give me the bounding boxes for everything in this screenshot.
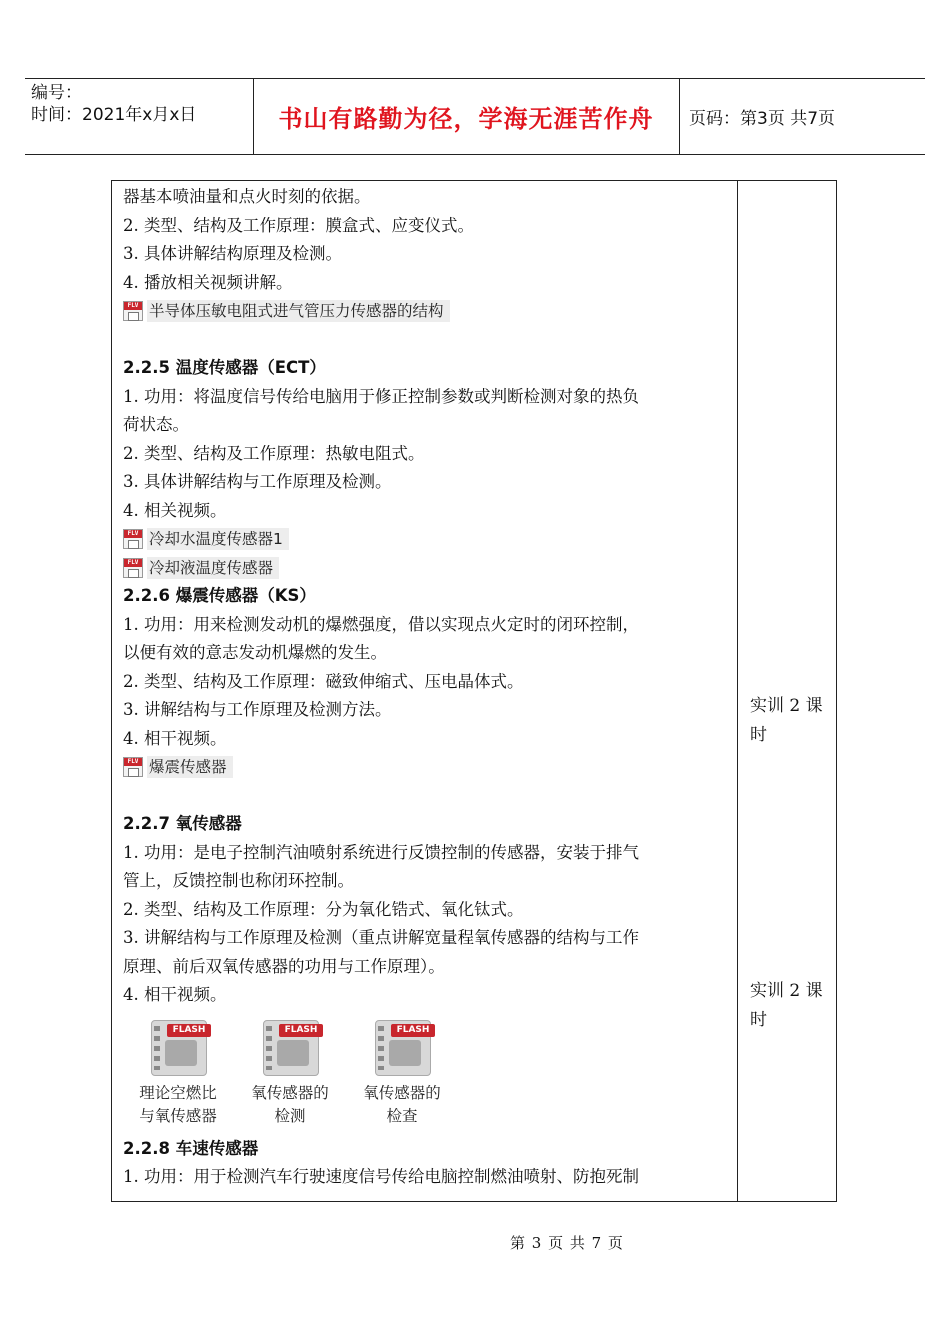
text-line: 2. 类型、结构及工作原理：分为氧化锆式、氧化钛式。 [123,899,524,919]
text-line: 1. 功用：用来检测发动机的爆燃强度，借以实现点火定时的闭环控制， [123,614,639,634]
flash-attachment[interactable] [133,1010,223,1135]
side-note: 实训 2 课 时 [750,696,823,745]
text-line: 3. 讲解结构与工作原理及检测（重点讲解宽量程氧传感器的结构与工作 [123,928,639,947]
flash-file-icon: FLASH [147,1016,209,1078]
flash-attachment-label: 理论空燃比 与氧传感器 [139,1083,217,1125]
text-line: 1. 功用：是电子控制汽油喷射系统进行反馈控制的传感器，安装于排气 [123,842,639,862]
section-heading: 2.2.7 氧传感器 [123,814,242,833]
flash-attachments [133,1010,731,1135]
section-heading: 2.2.8 车速传感器 [123,1138,259,1158]
page-header [25,78,925,156]
text-line: 荷状态。 [123,415,189,434]
header-page-info: 页码：第3页 共7页 [689,109,836,129]
text-line: 2. 类型、结构及工作原理：膜盒式、应变仪式。 [123,215,474,235]
video-attachment-label: 爆震传感器 [147,756,233,778]
text-line: 4. 相关视频。 [123,500,227,520]
flv-file-icon: FLV [123,757,143,777]
flv-file-icon: FLV [123,558,143,578]
text-line: 3. 讲解结构与工作原理及检测方法。 [123,700,392,719]
text-line: 3. 具体讲解结构原理及检测。 [123,244,342,263]
text-line: 4. 播放相关视频讲解。 [123,272,293,292]
flv-file-icon: FLV [123,301,143,321]
text-line: 2. 类型、结构及工作原理：磁致伸缩式、压电晶体式。 [123,671,524,691]
header-divider [679,78,680,155]
section-heading: 2.2.6 爆震传感器（KS） [123,586,316,605]
text-line: 原理、前后双氧传感器的功用与工作原理）。 [123,956,445,976]
side-note: 实训 2 课 时 [750,981,823,1030]
flash-attachment[interactable] [245,1010,335,1135]
video-attachment-label: 冷却水温度传感器1 [147,528,289,550]
header-motto: 书山有路勤为径，学海无涯苦作舟 [278,105,654,133]
flash-file-icon: FLASH [371,1016,433,1078]
video-attachment[interactable] [123,753,731,782]
document-number: 编号： [31,83,82,103]
lesson-content [123,183,731,1192]
document-time: 时间：2021年x月x日 [31,105,197,125]
video-attachment-label: 冷却液温度传感器 [147,557,279,579]
table-column-divider [737,180,738,1202]
video-attachment[interactable] [123,525,731,554]
text-line: 3. 具体讲解结构与工作原理及检测。 [123,472,392,491]
header-meta [31,82,196,126]
text-line: 1. 功用：用于检测汽车行驶速度信号传给电脑控制燃油喷射、防抱死制 [123,1167,639,1186]
video-attachment[interactable] [123,297,731,326]
video-attachment[interactable] [123,554,731,583]
flash-attachment-label: 氧传感器的 检测 [251,1083,329,1125]
section-heading: 2.2.5 温度传感器（ECT） [123,358,326,377]
text-line: 1. 功用：将温度信号传给电脑用于修正控制参数或判断检测对象的热负 [123,386,639,406]
footer-page-number: 第 3 页 共 7 页 [510,1234,624,1252]
text-line: 管上，反馈控制也称闭环控制。 [123,871,354,890]
text-line: 以便有效的意志发动机爆燃的发生。 [123,643,387,662]
flash-file-icon: FLASH [259,1016,321,1078]
text-line: 2. 类型、结构及工作原理：热敏电阻式。 [123,443,425,463]
flash-attachment-label: 氧传感器的 检查 [363,1083,441,1125]
flv-file-icon: FLV [123,529,143,549]
text-line: 器基本喷油量和点火时刻的依据。 [123,187,371,206]
text-line: 4. 相干视频。 [123,728,227,748]
text-line: 4. 相干视频。 [123,985,227,1004]
flash-attachment[interactable] [357,1010,447,1135]
video-attachment-label: 半导体压敏电阻式进气管压力传感器的结构 [147,300,450,322]
